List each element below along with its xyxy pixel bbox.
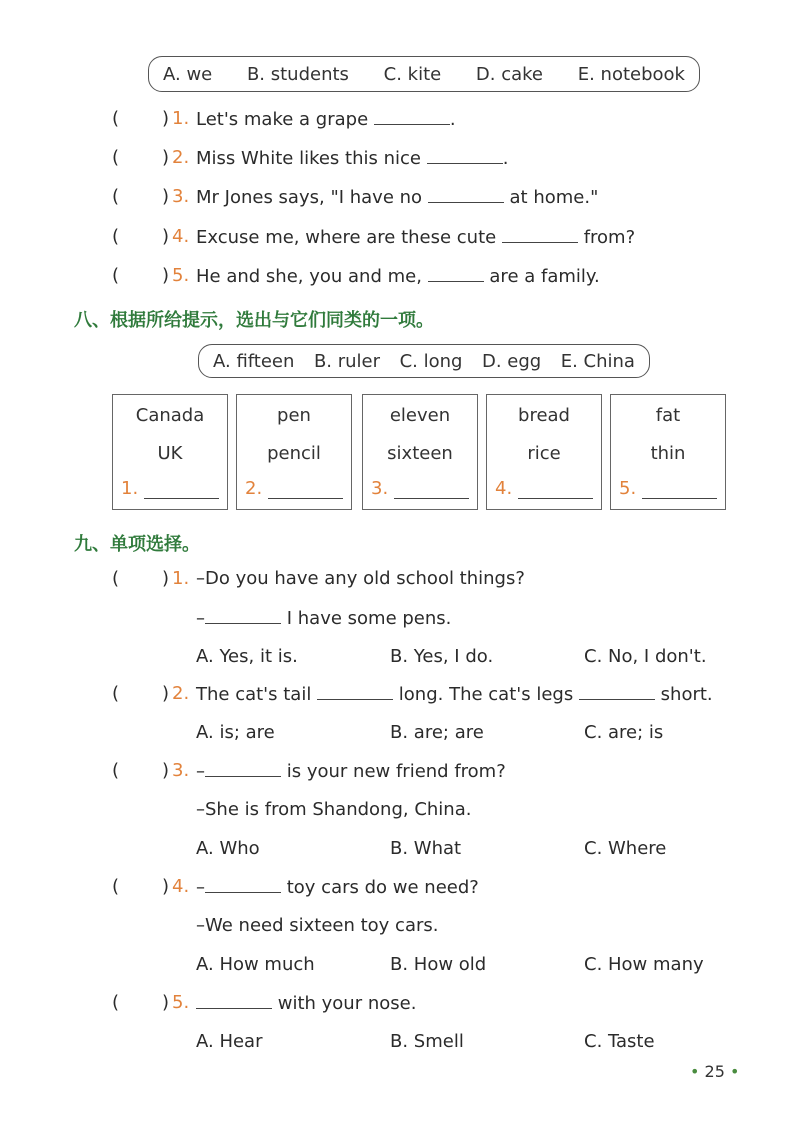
page-number-value: 25: [704, 1062, 725, 1081]
paren-open: (: [112, 226, 120, 247]
question-number: 4.: [172, 876, 190, 897]
card-word: thin: [650, 443, 686, 464]
answer-blank[interactable]: [502, 226, 578, 243]
answer-blank[interactable]: [205, 760, 281, 777]
card-word: rice: [527, 443, 561, 464]
choice-c[interactable]: C. No, I don't.: [584, 646, 707, 667]
paren-close: ): [162, 683, 170, 704]
choice-a[interactable]: A. Who: [196, 838, 260, 859]
paren-open: (: [112, 760, 120, 781]
paren-close: ): [162, 992, 170, 1013]
choice-c[interactable]: C. How many: [584, 954, 704, 975]
paren-close: ): [162, 108, 170, 129]
choice-b[interactable]: B. are; are: [390, 722, 484, 743]
paren-close: ): [162, 876, 170, 897]
section-heading-8: 八、根据所给提示，选出与它们同类的一项。: [74, 310, 434, 331]
answer-blank[interactable]: [205, 876, 281, 893]
card-word: UK: [157, 443, 183, 464]
item-text: Excuse me, where are these cute from?: [196, 227, 636, 248]
category-card: [486, 394, 602, 510]
card-word: pencil: [267, 443, 321, 464]
paren-open: (: [112, 108, 120, 129]
answer-blank[interactable]: [374, 108, 450, 125]
word-option: B. ruler: [313, 350, 381, 372]
choice-c[interactable]: C. Where: [584, 838, 667, 859]
word-bank-7: [148, 56, 700, 92]
card-word: eleven: [389, 405, 451, 426]
card-number: 1.: [121, 478, 139, 499]
item-text: Let's make a grape .: [196, 109, 456, 130]
card-number: 3.: [371, 478, 389, 499]
paren-open: (: [112, 265, 120, 286]
answer-blank[interactable]: [428, 186, 504, 203]
question-number: 5.: [172, 992, 190, 1013]
paren-open: (: [112, 683, 120, 704]
answer-blank[interactable]: [144, 484, 219, 499]
choice-b[interactable]: B. How old: [390, 954, 487, 975]
question-number: 3.: [172, 760, 190, 781]
card-word: pen: [277, 405, 311, 426]
paren-open: (: [112, 568, 120, 589]
choice-c[interactable]: C. are; is: [584, 722, 664, 743]
card-word: bread: [518, 405, 570, 426]
item-text: He and she, you and me, are a family.: [196, 266, 600, 287]
item-text: Miss White likes this nice .: [196, 148, 509, 169]
word-bank-8: [198, 344, 650, 378]
word-option: E. notebook: [577, 63, 685, 85]
paren-open: (: [112, 186, 120, 207]
answer-blank[interactable]: [579, 683, 655, 700]
word-option: B. students: [246, 63, 349, 85]
choice-a[interactable]: A. Hear: [196, 1031, 263, 1052]
choice-a[interactable]: A. How much: [196, 954, 315, 975]
word-option: E. China: [560, 350, 635, 372]
paren-close: ): [162, 568, 170, 589]
answer-blank[interactable]: [196, 992, 272, 1009]
answer-blank[interactable]: [642, 484, 717, 499]
answer-blank[interactable]: [205, 607, 281, 624]
category-card: [236, 394, 352, 510]
question-number: 1.: [172, 568, 190, 589]
word-option: A. fifteen: [213, 350, 295, 372]
question-line: – is your new friend from?: [196, 761, 506, 782]
item-number: 3.: [172, 186, 190, 207]
word-option: A. we: [163, 63, 213, 85]
category-card: [610, 394, 726, 510]
item-number: 2.: [172, 147, 190, 168]
page-number: [690, 1062, 739, 1081]
question-line: with your nose.: [196, 992, 416, 1015]
category-card: [112, 394, 228, 510]
answer-blank[interactable]: [317, 683, 393, 700]
answer-blank[interactable]: [394, 484, 469, 499]
item-number: 4.: [172, 226, 190, 247]
question-line: – I have some pens.: [196, 608, 452, 629]
choice-a[interactable]: A. Yes, it is.: [196, 646, 298, 667]
choice-c[interactable]: C. Taste: [584, 1031, 655, 1052]
word-option: C. kite: [383, 63, 442, 85]
choice-b[interactable]: B. Yes, I do.: [390, 646, 494, 667]
paren-open: (: [112, 992, 120, 1013]
paren-close: ): [162, 186, 170, 207]
question-number: 2.: [172, 683, 190, 704]
question-line: –We need sixteen toy cars.: [196, 915, 439, 936]
question-line: –Do you have any old school things?: [196, 568, 525, 589]
card-word: sixteen: [387, 443, 453, 464]
section-heading-9: 九、单项选择。: [74, 534, 200, 555]
choice-a[interactable]: A. is; are: [196, 722, 275, 743]
card-number: 2.: [245, 478, 263, 499]
item-number: 1.: [172, 108, 190, 129]
card-word: fat: [655, 405, 681, 426]
item-text: Mr Jones says, "I have no at home.": [196, 187, 599, 208]
answer-blank[interactable]: [518, 484, 593, 499]
choice-b[interactable]: B. What: [390, 838, 462, 859]
answer-blank[interactable]: [268, 484, 343, 499]
question-line: –She is from Shandong, China.: [196, 799, 472, 820]
paren-close: ): [162, 226, 170, 247]
card-word: Canada: [135, 405, 205, 426]
word-option: C. long: [399, 350, 463, 372]
paren-close: ): [162, 760, 170, 781]
paren-open: (: [112, 147, 120, 168]
item-number: 5.: [172, 265, 190, 286]
dot-icon: •: [690, 1062, 700, 1081]
answer-blank[interactable]: [428, 265, 484, 282]
word-option: D. cake: [475, 63, 544, 85]
category-card: [362, 394, 478, 510]
paren-close: ): [162, 265, 170, 286]
paren-open: (: [112, 876, 120, 897]
answer-blank[interactable]: [427, 147, 503, 164]
question-line: The cat's tail long. The cat's legs short.: [196, 684, 713, 705]
dot-icon: •: [729, 1062, 740, 1081]
question-line: – toy cars do we need?: [196, 877, 479, 898]
card-number: 4.: [495, 478, 513, 499]
choice-b[interactable]: B. Smell: [390, 1031, 464, 1052]
word-option: D. egg: [481, 350, 542, 372]
card-number: 5.: [619, 478, 637, 499]
paren-close: ): [162, 147, 170, 168]
